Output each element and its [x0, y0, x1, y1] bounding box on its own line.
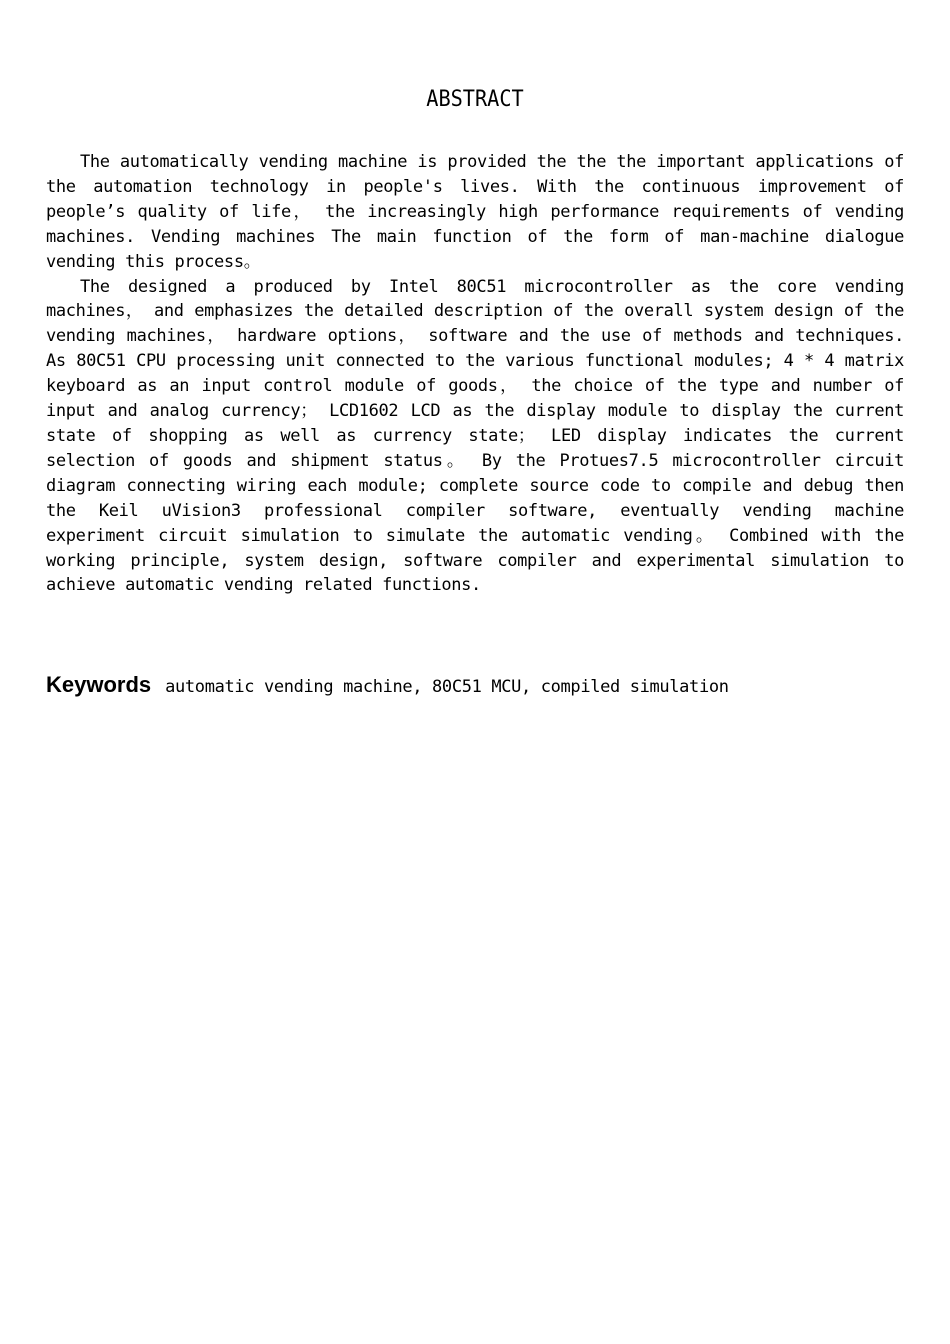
abstract-paragraph-2: The designed a produced by Intel 80C51 microcontroller as the core vending machines， and emphasizes the detailed description of the overall system design of the vending machines， hardware options， software and the use of methods and techniques. As 80C51 CPU processing unit connected to the various functional modules; 4 * 4 matrix keyboard as an input control module of goods， the choice of the type and number of input and analog currency； LCD1602 LCD as the display module to display the current state of shopping as well as currency state； LED display indicates the current selection of goods and shipment status。 By the Protues7.5 microcontroller circuit diagram connecting wiring each module; complete source code to compile and debug then the Keil uVision3 professional compiler software, eventually vending machine experiment circuit simulation to simulate the automatic vending。 Combined with the working principle, system design, software compiler and experimental simulation to achieve automatic vending related functions. — [46, 276, 904, 596]
abstract-title: ABSTRACT — [426, 87, 524, 112]
abstract-body — [46, 150, 904, 598]
abstract-paragraph-1: The automatically vending machine is provided the the the important applications of the automation technology in people's lives. With the continuous improvement of people’s quality of life， the increasingly high performance requirements of vending machines. Vending machines The main function of the form of man-machine dialogue vending this process。 — [46, 152, 904, 272]
keywords-label: Keywords — [46, 672, 152, 697]
keywords-text: automatic vending machine, 80C51 MCU, compiled simulation — [165, 677, 729, 697]
keywords-line — [46, 671, 904, 701]
